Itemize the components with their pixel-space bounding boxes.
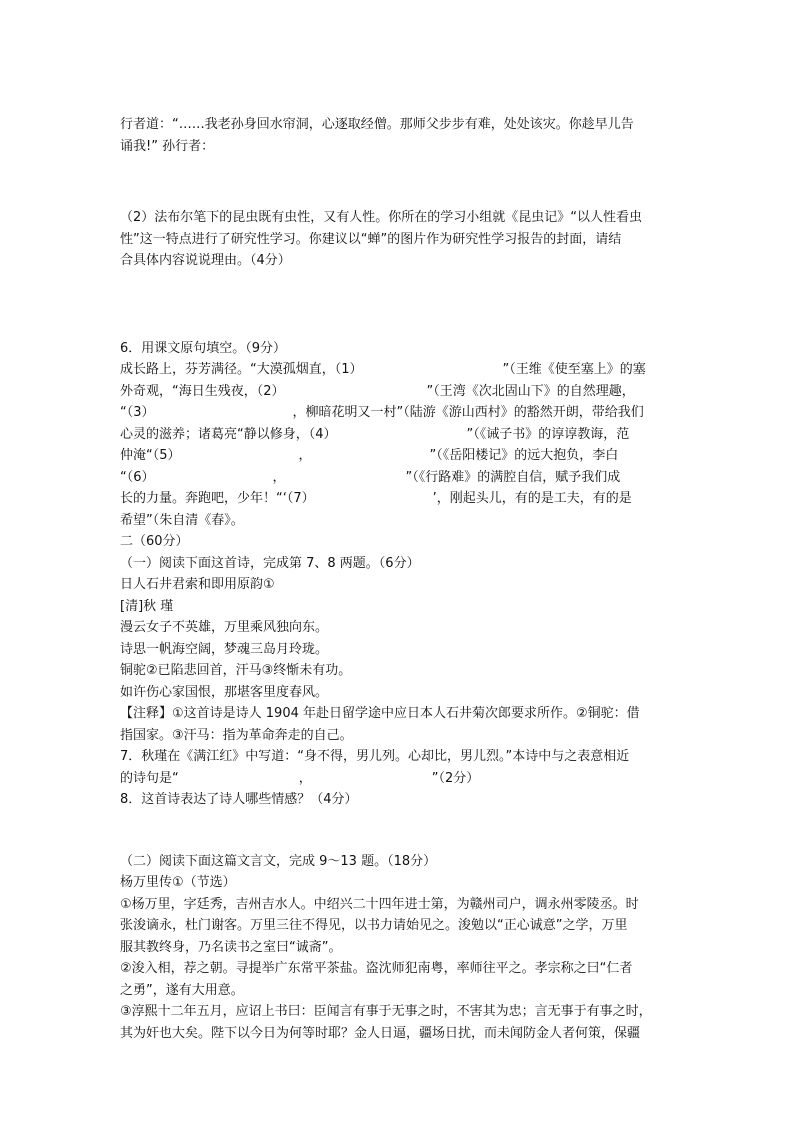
fill-line: 成长路上，芬芳满径。“大漠孤烟直，（1） ”（王维《使至塞上》的塞: [120, 362, 646, 377]
document-body: [120, 114, 678, 1044]
continuation-line: 诵我!” 孙行者：: [120, 138, 215, 154]
passage-line: ②浚入相，荐之朝。寻提举广东常平茶盐。盗沈师犯南粤，率师往平之。孝宗称之曰“仁者: [120, 961, 633, 976]
fill-line: “（3） ，柳暗花明又一村”（陆游《游山西村》的豁然开朗，带给我们: [120, 405, 644, 420]
poem-notes: 【注释】①这首诗是诗人 1904 年赴日留学途中应日本人石井菊次郎要求所作。②铜驼：借: [120, 706, 640, 721]
fill-line: 希望”（朱自清《春》。: [120, 512, 244, 528]
poem-line: 铜驼②已陷悲回首，汗马③终惭未有功。: [120, 663, 352, 678]
continuation-line: 行者道：“……我老孙身回水帘洞，心逐取经僧。那师父步步有难，处处该灾。你趁早儿告: [120, 117, 634, 132]
poem-title: 日人石井君索和即用原韵①: [120, 577, 275, 592]
question-2-text: 性”这一特点进行了研究性学习。你建议以“蝉”的图片作为研究性学习报告的封面，请结: [120, 231, 622, 247]
question-6-title: 6．用课文原句填空。（9分）: [120, 340, 287, 356]
passage-line: ③淳熙十二年五月，应诏上书曰：臣闻言有事于无事之时，不害其为忠；言无事于有事之时，: [120, 1004, 652, 1019]
poem: [120, 574, 678, 703]
poem-line: 漫云女子不英雄，万里乘风独向东。: [120, 620, 329, 635]
poem-line: 如许伤心家国恨，那堪客里度春风。: [120, 684, 329, 700]
poem-notes: 指国家。③汗马：指为革命奔走的自己。: [120, 727, 353, 743]
fill-line: 心灵的滋养；诸葛亮“静以修身，（4） ”（《诫子书》的谆谆教诲，范: [120, 426, 630, 442]
question-8: 8．这首诗表达了诗人哪些情感？（4分）: [120, 792, 358, 807]
passage-line: 张浚谪永，杜门谢客。万里三往不得见，以书力请始见之。浚勉以“正心诚意”之学，万里: [120, 918, 628, 933]
poem-line: 诗思一帆海空阔，梦魂三岛月玲珑。: [120, 641, 329, 657]
passage-title: 杨万里传①（节选）: [120, 875, 236, 890]
question-7: 的诗句是“ ， ”（2分）: [120, 770, 480, 786]
question-7: 7．秋瑾在《满江红》中写道：“身不得，男儿列。心却比，男儿烈。”本诗中与之表意相近: [120, 749, 630, 764]
subsection-heading: （一）阅读下面这首诗，完成第 7、8 两题。（6分）: [120, 555, 420, 571]
passage-line: 其为奸也大矣。陛下以今日为何等时耶？金人日逼，疆场日扰，而未闻防金人者何策，保疆: [120, 1025, 641, 1041]
fill-line: “（6） ， ”（《行路难》的满腔自信，赋予我们成: [120, 469, 621, 485]
passage-line: 之勇”，遂有大用意。: [120, 982, 244, 998]
section-heading: 二（60分）: [120, 534, 189, 549]
subsection-heading: （二）阅读下面这篇文言文，完成 9～13 题。（18分）: [120, 853, 437, 869]
fill-line: 仲淹“（5） ， ”（《岳阳楼记》的远大抱负，李白: [120, 448, 619, 463]
fill-line: 外奇观，“海日生残夜，（2） ”（王湾《次北固山下》的自然理趣，: [120, 383, 635, 399]
passage-line: 服其教终身，乃名读书之室曰“诚斋”。: [120, 939, 342, 955]
question-2-text: （2）法布尔笔下的昆虫既有虫性，又有人性。你所在的学习小组就《昆虫记》“以人性看虫: [120, 210, 643, 225]
fill-line: 长的力量。奔跑吧，少年！“‘（7） ’，刚起头儿，有的是工夫，有的是: [120, 491, 632, 506]
passage-line: ①杨万里，字廷秀，吉州吉水人。中绍兴二十四年进士第，为赣州司户，调永州零陵丞。时: [120, 896, 639, 912]
poem-author: [清]秋 瑾: [120, 598, 174, 614]
question-2-text: 合具体内容说说理由。（4分）: [120, 253, 291, 268]
